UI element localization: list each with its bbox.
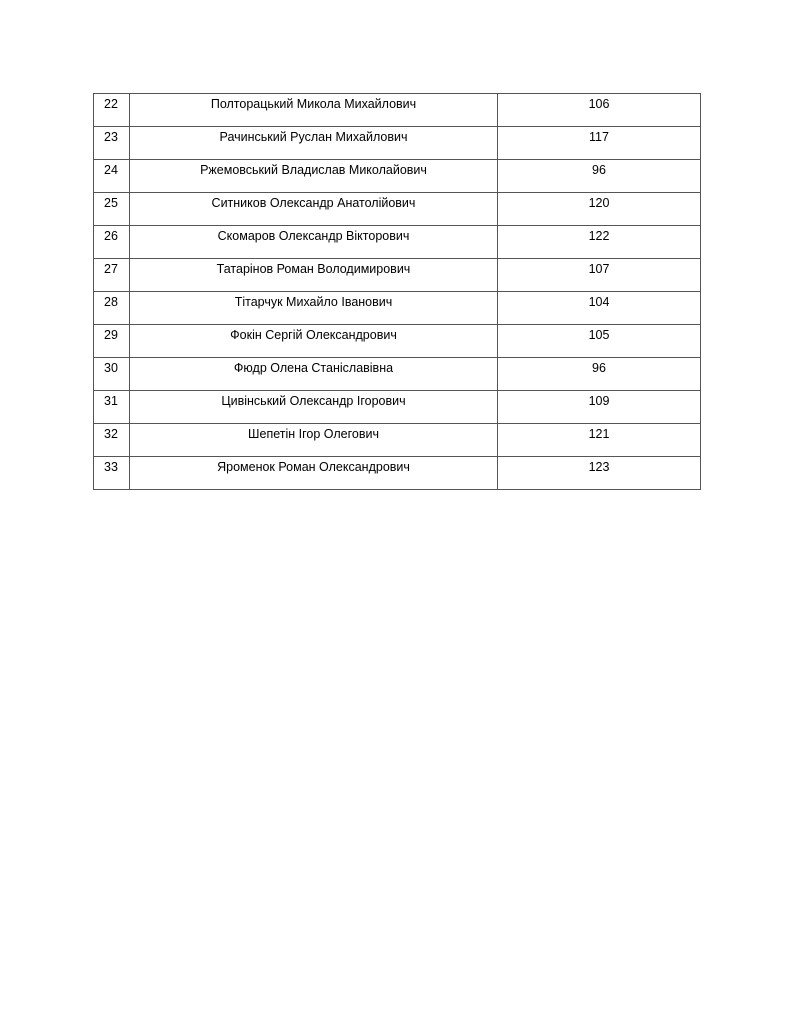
person-name-cell: Рачинський Руслан Михайлович — [130, 127, 498, 160]
table-row — [94, 226, 701, 259]
score-cell: 107 — [498, 259, 701, 292]
table-row — [94, 358, 701, 391]
score-cell: 117 — [498, 127, 701, 160]
person-name-cell: Ржемовський Владислав Миколайович — [130, 160, 498, 193]
person-name-cell: Тітарчук Михайло Іванович — [130, 292, 498, 325]
score-cell: 96 — [498, 160, 701, 193]
score-cell: 120 — [498, 193, 701, 226]
score-cell: 123 — [498, 457, 701, 490]
person-name-cell: Шепетін Ігор Олегович — [130, 424, 498, 457]
table-row — [94, 193, 701, 226]
row-number-cell: 28 — [94, 292, 130, 325]
score-cell: 109 — [498, 391, 701, 424]
row-number-cell: 22 — [94, 94, 130, 127]
person-name-cell: Фокін Сергій Олександрович — [130, 325, 498, 358]
row-number-cell: 24 — [94, 160, 130, 193]
table-row — [94, 325, 701, 358]
person-name-cell: Полторацький Микола Михайлович — [130, 94, 498, 127]
person-name-cell: Цивінський Олександр Ігорович — [130, 391, 498, 424]
row-number-cell: 23 — [94, 127, 130, 160]
person-name-cell: Скомаров Олександр Вікторович — [130, 226, 498, 259]
row-number-cell: 32 — [94, 424, 130, 457]
table-row — [94, 259, 701, 292]
row-number-cell: 30 — [94, 358, 130, 391]
score-cell: 96 — [498, 358, 701, 391]
table-row — [94, 160, 701, 193]
score-cell: 121 — [498, 424, 701, 457]
row-number-cell: 31 — [94, 391, 130, 424]
score-cell: 122 — [498, 226, 701, 259]
row-number-cell: 29 — [94, 325, 130, 358]
table-row — [94, 424, 701, 457]
table-row — [94, 391, 701, 424]
row-number-cell: 25 — [94, 193, 130, 226]
person-name-cell: Татарінов Роман Володимирович — [130, 259, 498, 292]
table-row — [94, 94, 701, 127]
score-cell: 106 — [498, 94, 701, 127]
table-row — [94, 457, 701, 490]
results-table-body — [94, 94, 701, 490]
score-cell: 105 — [498, 325, 701, 358]
person-name-cell: Фюдр Олена Станіславівна — [130, 358, 498, 391]
row-number-cell: 27 — [94, 259, 130, 292]
row-number-cell: 26 — [94, 226, 130, 259]
table-row — [94, 127, 701, 160]
person-name-cell: Ситников Олександр Анатолійович — [130, 193, 498, 226]
row-number-cell: 33 — [94, 457, 130, 490]
table-row — [94, 292, 701, 325]
person-name-cell: Яроменок Роман Олександрович — [130, 457, 498, 490]
score-cell: 104 — [498, 292, 701, 325]
results-table — [93, 93, 701, 490]
